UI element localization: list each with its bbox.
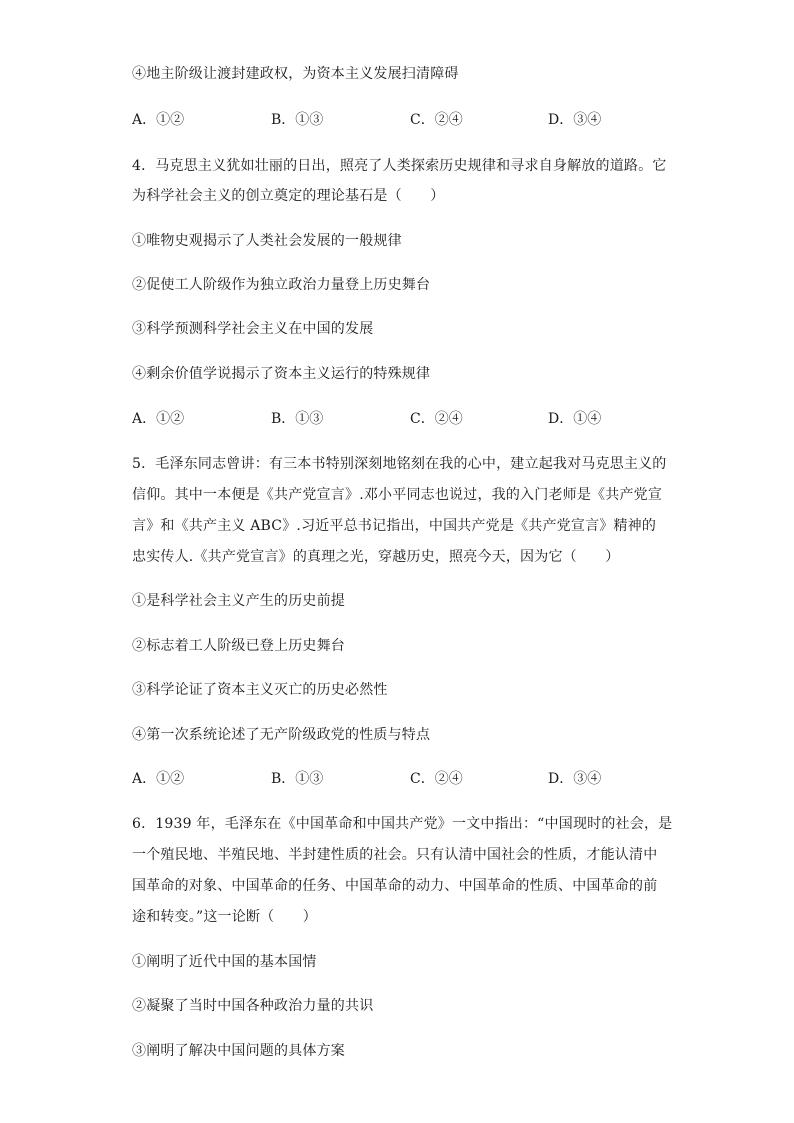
- q4-option-d[interactable]: D．①④: [548, 411, 602, 427]
- q3-option-c[interactable]: C．②④: [410, 112, 463, 128]
- q5-stem-line-2: 信仰。其中一本便是《共产党宣言》.邓小平同志也说过，我的入门老师是《共产党宣: [132, 487, 663, 503]
- q4-statement-2: ②促使工人阶级作为独立政治力量登上历史舞台: [132, 277, 431, 293]
- q6-statement-3: ③阐明了解决中国问题的具体方案: [132, 1043, 345, 1059]
- q5-statement-4: ④第一次系统论述了无产阶级政党的性质与特点: [132, 727, 431, 743]
- q3-option-b[interactable]: B．①③: [271, 112, 324, 128]
- q4-option-a[interactable]: A．①②: [132, 411, 185, 427]
- q3-option-a[interactable]: A．①②: [132, 112, 185, 128]
- q3-options: [132, 110, 692, 130]
- q4-stem-line-2: 为科学社会主义的创立奠定的理论基石是（ ）: [132, 188, 445, 204]
- q5-option-a[interactable]: A．①②: [132, 771, 185, 787]
- q6-stem-line-4: 途和转变。”这一论断（ ）: [132, 909, 317, 925]
- q5-option-c[interactable]: C．②④: [410, 771, 463, 787]
- q4-statement-4: ④剩余价值学说揭示了资本主义运行的特殊规律: [132, 366, 431, 382]
- q5-statement-2: ②标志着工人阶级已登上历史舞台: [132, 638, 345, 654]
- q4-stem-line-1: 4．马克思主义犹如壮丽的日出，照亮了人类探索历史规律和寻求自身解放的道路。它: [132, 158, 667, 174]
- q5-stem-line-4: 忠实传人.《共产党宣言》的真理之光，穿越历史，照亮今天，因为它（ ）: [132, 549, 620, 565]
- q6-stem-line-2: 一个殖民地、半殖民地、半封建性质的社会。只有认清中国社会的性质，才能认清中: [132, 847, 658, 863]
- q4-options: [132, 409, 692, 429]
- q6-stem-line-1: 6．1939 年，毛泽东在《中国革命和中国共产党》一文中指出：“中国现时的社会，是: [132, 816, 673, 832]
- q5-options: [132, 769, 692, 789]
- q4-statement-3: ③科学预测科学社会主义在中国的发展: [132, 321, 374, 337]
- q5-stem-line-3: 言》和《共产主义 ABC》.习近平总书记指出，中国共产党是《共产党宣言》精神的: [132, 518, 657, 534]
- q3-option-d[interactable]: D．③④: [548, 112, 602, 128]
- q5-option-d[interactable]: D．③④: [548, 771, 602, 787]
- q5-statement-1: ①是科学社会主义产生的历史前提: [132, 593, 345, 609]
- q5-option-b[interactable]: B．①③: [271, 771, 324, 787]
- q4-option-c[interactable]: C．②④: [410, 411, 463, 427]
- q3-statement-4: ④地主阶级让渡封建政权，为资本主义发展扫清障碍: [132, 66, 459, 82]
- q4-option-b[interactable]: B．①③: [271, 411, 324, 427]
- q4-statement-1: ①唯物史观揭示了人类社会发展的一般规律: [132, 233, 402, 249]
- q5-stem-line-1: 5．毛泽东同志曾讲：有三本书特别深刻地铭刻在我的心中，建立起我对马克思主义的: [132, 456, 667, 472]
- q6-stem-line-3: 国革命的对象、中国革命的任务、中国革命的动力、中国革命的性质、中国革命的前: [132, 878, 658, 894]
- q6-statement-1: ①阐明了近代中国的基本国情: [132, 954, 317, 970]
- q5-statement-3: ③科学论证了资本主义灭亡的历史必然性: [132, 682, 388, 698]
- q6-statement-2: ②凝聚了当时中国各种政治力量的共识: [132, 998, 374, 1014]
